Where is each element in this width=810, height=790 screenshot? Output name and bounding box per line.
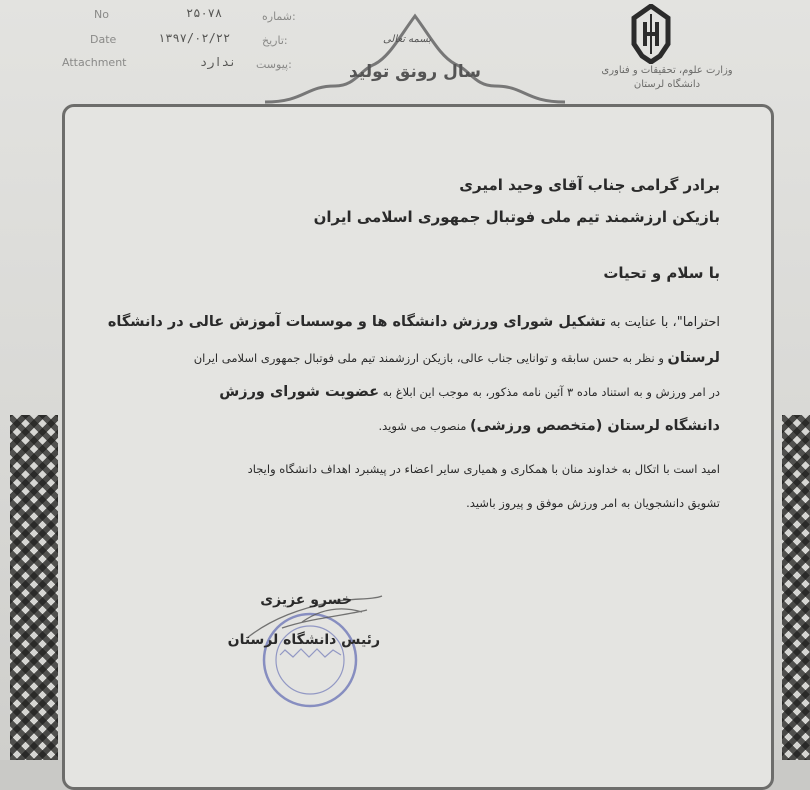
salutation-line-1: برادر گرامی جناب آقای وحید امیری bbox=[459, 176, 720, 194]
bismillah-text: بسمه تعالی bbox=[382, 34, 432, 45]
attachment-label-en: Attachment bbox=[62, 56, 127, 69]
p1-l3-bold: عضویت شورای ورزش bbox=[219, 384, 380, 400]
letter-number: ۲۵۰۷۸ bbox=[186, 6, 223, 20]
paragraph-1-line-4 bbox=[80, 418, 720, 434]
number-label-en: No bbox=[94, 8, 109, 21]
attachment-label-fa: پیوست: bbox=[256, 58, 292, 71]
date-label-en: Date bbox=[90, 33, 117, 46]
decorative-border-left bbox=[10, 415, 58, 760]
header-crest bbox=[265, 6, 565, 116]
paragraph-1-line-3 bbox=[80, 384, 720, 400]
slogan-text: سال رونق تولید bbox=[349, 62, 481, 82]
p1-l3-normal: در امر ورزش و به استناد ماده ۳ آئین نامه مذکور، به موجب این ابلاغ به bbox=[382, 385, 720, 399]
ministry-line: وزارت علوم، تحقیقات و فناوری bbox=[601, 65, 733, 76]
university-logo bbox=[628, 4, 674, 64]
p1-l2-bold: لرستان bbox=[667, 350, 720, 366]
p1-l4-normal: منصوب می شوید. bbox=[378, 419, 467, 433]
p1-l1-normal: احتراما"، با عنایت به bbox=[609, 315, 720, 330]
number-label-fa: شماره: bbox=[262, 10, 296, 23]
p1-l4-bold: دانشگاه لرستان (متخصص ورزشی) bbox=[470, 418, 720, 434]
greeting: با سلام و تحیات bbox=[603, 264, 720, 282]
ministry-header bbox=[592, 64, 742, 92]
p1-l2-normal: و نظر به حسن سابقه و توانایی جناب عالی، بازیکن ارزشمند تیم ملی فوتبال جمهوری اسلامی ایران bbox=[193, 351, 664, 365]
paragraph-1-line-1 bbox=[80, 314, 720, 330]
attachment-value: ندارد bbox=[200, 55, 237, 69]
paragraph-1-line-2 bbox=[80, 350, 720, 366]
signer-title: رئیس دانشگاه لرستان bbox=[227, 632, 380, 648]
signer-name: خسرو عزیزی bbox=[260, 592, 352, 608]
letter-frame bbox=[62, 104, 774, 790]
date-label-fa: تاریخ: bbox=[262, 34, 288, 47]
decorative-border-right bbox=[782, 415, 810, 760]
salutation-line-2: بازیکن ارزشمند تیم ملی فوتبال جمهوری اسلامی ایران bbox=[313, 208, 720, 226]
paragraph-2-line-2: تشویق دانشجویان به امر ورزش موفق و پیروز باشید. bbox=[466, 496, 720, 510]
university-line: دانشگاه لرستان bbox=[633, 79, 701, 90]
letter-date: ۱۳۹۷/۰۲/۲۲ bbox=[158, 31, 231, 45]
paragraph-2-line-1: امید است با اتکال به خداوند منان با همکاری و همیاری سایر اعضاء در پیشبرد اهداف دانشگاه وایجاد bbox=[247, 462, 720, 476]
p1-l1-bold: تشکیل شورای ورزش دانشگاه ها و موسسات آموزش عالی در دانشگاه bbox=[107, 314, 606, 330]
